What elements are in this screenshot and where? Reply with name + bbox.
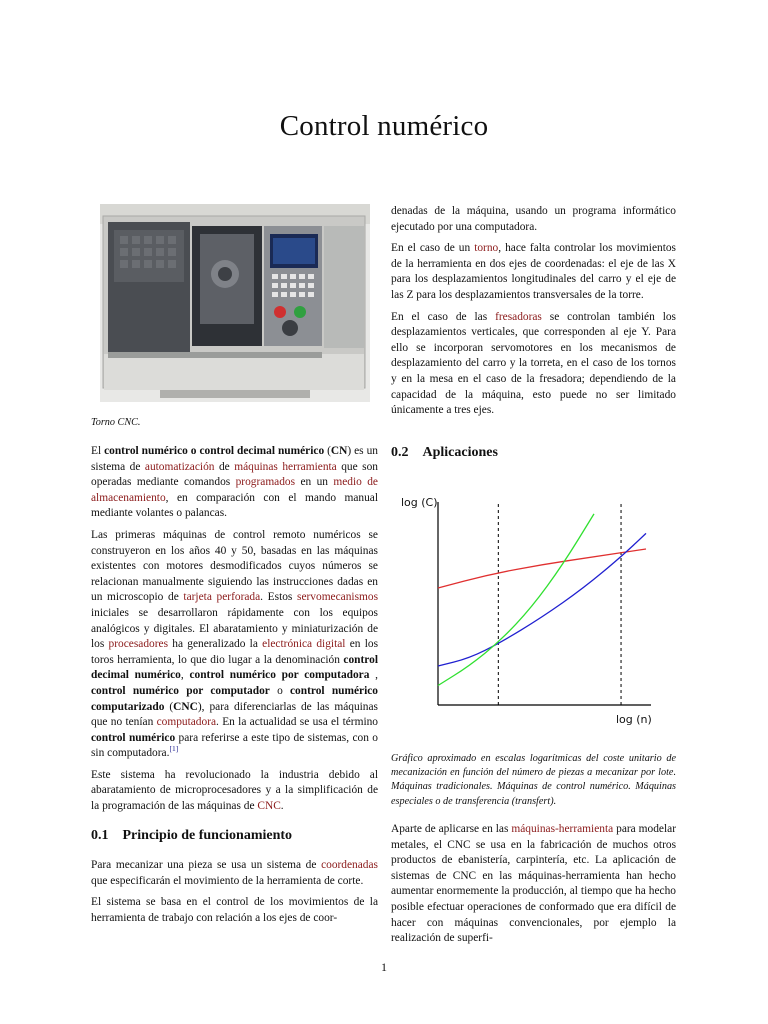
- citation-link[interactable]: [1]: [169, 744, 179, 754]
- applications-paragraph: [391, 822, 676, 947]
- wiki-link[interactable]: fresadoras: [495, 310, 542, 323]
- wiki-link[interactable]: servomecanismos: [297, 591, 378, 604]
- cost-chart: [391, 486, 667, 734]
- torno-paragraph: [391, 241, 676, 303]
- text-run: El sistema se basa en el control de los movimientos de la herramienta de trabajo con relación a los ejes de coor-: [91, 896, 378, 924]
- bold-term: control numérico por computador: [91, 684, 270, 697]
- wiki-link[interactable]: computadora: [156, 716, 217, 729]
- series-line: [438, 549, 646, 588]
- x-axis-label: log (n): [616, 713, 652, 726]
- text-run: En el caso de las: [391, 310, 496, 323]
- text-run: ,: [369, 669, 378, 682]
- revolution-paragraph: [91, 768, 378, 815]
- text-run: El: [91, 445, 105, 457]
- text-run: para modelar metales, el CNC se usa en la fabricación de muchos otros productos de ebanistería, carpintería, etc. La aplicación de sistemas de CNC en las máquinas-herramienta han hecho aumentar enormemente la producción, al tiempo que ha hecho posible efectuar operaciones de conformado que era difícil de hacer con máquinas convencionales, por ejemplo la realización de superfi-: [391, 823, 676, 945]
- wiki-link[interactable]: CNC: [257, 800, 281, 813]
- text-run: . Estos: [260, 591, 298, 604]
- text-run: , en comparación con el mando manual mediante volantes o palancas.: [91, 491, 378, 520]
- text-run: . En la actualidad se usa el término: [216, 716, 378, 729]
- intro-paragraph: [91, 444, 378, 522]
- text-run: Aparte de aplicarse en las: [391, 823, 512, 835]
- text-run: (: [164, 700, 174, 713]
- section-number: 0.1: [91, 828, 109, 843]
- text-run: , hace falta controlar los movimientos de la herramienta en dos ejes de coordenadas: el eje de las X para los desplazamientos longitudinales del carro y el eje de las Z para los desplazamientos transversales de la torre.: [391, 242, 676, 301]
- text-run: En el caso de un: [391, 242, 475, 255]
- wiki-link[interactable]: procesadores: [108, 638, 169, 651]
- wiki-link[interactable]: automatización: [144, 460, 215, 473]
- bold-term: control numérico computarizado: [91, 684, 379, 713]
- section-heading-principle: [91, 828, 292, 844]
- text-run: en un: [295, 476, 334, 489]
- photo-caption: Torno CNC.: [91, 417, 141, 428]
- right-column: [391, 204, 676, 425]
- section-title: Principio de funcionamiento: [122, 828, 293, 843]
- cnc-lathe-photo: [100, 204, 370, 402]
- chart-caption: Gráfico aproximado en escalas logarítmicas del coste unitario de mecanización en función del número de piezas a mecanizar por lote. Máquinas tradicionales. Máquinas de control numérico. Máquinas especiales o de transferencia (transfert).: [391, 753, 676, 807]
- text-run: para referirse a este tipo de sistemas, con o sin computadora.: [91, 731, 378, 760]
- wiki-link[interactable]: torno: [474, 242, 499, 255]
- bold-term: control numérico: [91, 731, 176, 744]
- section-heading-applications: [391, 445, 498, 461]
- text-run: que son operadas mediante comandos: [91, 460, 378, 489]
- y-axis-label: log (C): [401, 496, 438, 509]
- bold-term: control numérico o control decimal numérico: [104, 445, 325, 457]
- text-run: de: [214, 460, 235, 473]
- wiki-link[interactable]: medio de almacenamiento: [91, 476, 378, 504]
- text-run: se controlan también los desplazamientos verticales, que corresponden al eje Y. Para ello se incorporan servomotores en los mecanismos de desplazamiento del carro y la torreta, en el caso de los tornos y en la mesa en el caso de la fresadora; dependiendo de la capacidad de la máquina, esto puede no ser limitado únicamente a tres ejes.: [391, 310, 676, 417]
- text-run: Para mecanizar una pieza se usa un sistema de: [91, 859, 322, 871]
- page-number: 1: [381, 960, 387, 974]
- text-run: que especificarán el movimiento de la herramienta de corte.: [91, 874, 364, 887]
- text-run: ) es un sistema de: [91, 445, 378, 473]
- bold-term: control numérico por computadora: [189, 669, 370, 682]
- wiki-link[interactable]: máquinas-herramienta: [511, 823, 614, 835]
- wiki-link[interactable]: coordenadas: [321, 859, 378, 871]
- left-column-lower: [91, 858, 378, 932]
- principle-paragraph-2: [91, 895, 378, 926]
- history-paragraph: [91, 528, 378, 762]
- wiki-link[interactable]: programados: [235, 476, 296, 489]
- text-run: Este sistema ha revolucionado la industria debido al abaratamiento de microprocesadores y a la simplificación de la programación de las máquinas de: [91, 768, 378, 813]
- continuation-paragraph: [391, 204, 676, 235]
- text-run: ), para diferenciarlas de las máquinas que no tenían: [91, 700, 378, 729]
- bold-term: CNC: [173, 700, 198, 713]
- section-title: Aplicaciones: [422, 445, 498, 460]
- wiki-link[interactable]: electrónica digital: [262, 638, 346, 651]
- text-run: en los toros herramienta, lo que dio lugar a la denominación: [91, 638, 379, 666]
- text-run: ,: [180, 669, 190, 682]
- bold-term: control decimal numérico: [91, 653, 378, 682]
- text-run: Las primeras máquinas de control remoto numéricos se construyeron en los años 40 y 50, basadas en las máquinas existentes con motores desmodificados cuyos números se relacionan manualmente siguiendo las instrucciones dadas en un microscopio de: [91, 528, 378, 604]
- section-number: 0.2: [391, 445, 409, 460]
- text-run: o: [269, 684, 290, 697]
- bold-term: CN: [330, 445, 348, 457]
- principle-paragraph-1: [91, 858, 378, 889]
- fresadora-paragraph: [391, 310, 676, 419]
- text-run: iniciales se desarrollaron rápidamente con los equipos analógicos y digitales. El abaratamiento y miniaturización de los: [91, 606, 378, 651]
- text-run: ha generalizado la: [168, 638, 263, 651]
- right-column-lower: [391, 822, 676, 953]
- text-run: denadas de la máquina, usando un programa informático ejecutado por una computadora.: [391, 205, 676, 233]
- left-column: [91, 444, 378, 821]
- wiki-link[interactable]: máquinas herramienta: [234, 460, 337, 473]
- wiki-link[interactable]: tarjeta perforada: [183, 591, 261, 604]
- text-run: (: [324, 445, 331, 457]
- page-title: Control numérico: [279, 110, 489, 142]
- text-run: .: [280, 800, 284, 813]
